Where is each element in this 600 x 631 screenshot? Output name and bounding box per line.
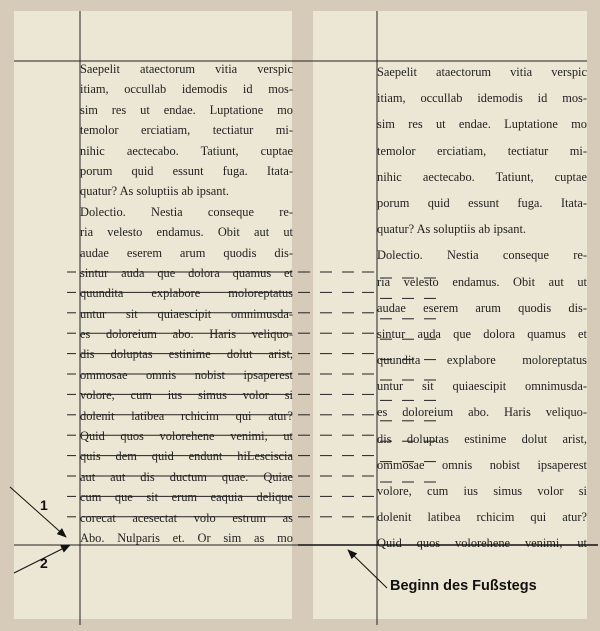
left-baseline-dashes	[67, 272, 292, 517]
text-line: es doloreium abo. Haris veliquo-	[80, 327, 293, 342]
text-line: Quid quos volorehene venimi, ut	[80, 429, 293, 444]
text-line: sim res ut endae. Luptatione mo	[80, 102, 293, 117]
text-line: audae eserem arum quodis dis-	[377, 300, 587, 315]
text-line: volore, cum ius simus volor si	[377, 484, 587, 498]
text-line: untur sit quiaescipit omnimusda-	[80, 306, 293, 321]
text-line: Abo. Nulparis et. Or sim as mo	[80, 530, 293, 545]
text-line: quis dem quid endunt hiLesciscia	[80, 449, 293, 464]
text-line: dolenit latibea rchicim qui atur?	[80, 408, 293, 423]
text-line: Quid quos volorehene venimi, ut	[377, 536, 587, 551]
text-line: dolenit latibea rchicim qui atur?	[377, 510, 587, 525]
text-line: temolor erciatiam, tectiatur mi-	[377, 143, 587, 158]
text-line: nihic aectecabo. Tatiunt, cuptae	[80, 143, 293, 158]
text-line: ommosae omnis nobist ipsaperest	[377, 457, 587, 472]
text-line: Saepelit ataectorum vitia verspic	[377, 65, 587, 79]
text-line: itiam, occullab idemodis id mos-	[80, 82, 293, 97]
text-line: porum quid essunt fuga. Itata-	[80, 163, 293, 178]
text-line: Dolectio. Nestia conseque re-	[80, 204, 293, 219]
text-line: quundita explabore moloreptatus	[377, 353, 587, 368]
text-line: aut aut dis ductum quae. Quiae	[80, 469, 293, 484]
text-line: ria velesto endamus. Obit aut ut	[80, 225, 293, 240]
text-line: volore, cum ius simus volor si	[80, 388, 293, 403]
text-line: sim res ut endae. Luptatione mo	[377, 117, 587, 132]
text-line: dis doluptas estinime dolut arist,	[377, 431, 587, 446]
text-line: quatur? As soluptiis ab ipsant.	[80, 184, 230, 199]
text-line: dis doluptas estinime dolut arist,	[80, 347, 293, 362]
gutter-baseline-dashes	[298, 272, 374, 517]
text-line: Saepelit ataectorum vitia verspic	[80, 62, 293, 76]
text-line: temolor erciatiam, tectiatur mi-	[80, 123, 293, 138]
right-baseline-dashes	[380, 278, 436, 482]
text-line: es doloreium abo. Haris veliquo-	[377, 405, 587, 420]
marker-2-label: 2	[40, 555, 48, 571]
text-line: corecat acesectat volo estrum as	[80, 510, 293, 525]
text-line: quatur? As soluptiis ab ipsant.	[377, 222, 527, 237]
text-line: itiam, occullab idemodis id mos-	[377, 91, 587, 106]
text-line: ommosae omnis nobist ipsaperest	[80, 367, 293, 382]
text-line: ria velesto endamus. Obit aut ut	[377, 274, 587, 289]
footer-start-label: Beginn des Fußstegs	[390, 578, 537, 594]
arrow-1	[10, 487, 66, 537]
text-line: quundita explabore moloreptatus	[80, 286, 293, 301]
text-line: untur sit quiaescipit omnimusda-	[377, 379, 587, 394]
text-line: nihic aectecabo. Tatiunt, cuptae	[377, 169, 587, 184]
text-line: sintur auda que dolora quamus et	[80, 265, 293, 280]
text-line: cum que sit erum eaquia delique	[80, 490, 293, 505]
text-line: audae eserem arum quodis dis-	[80, 245, 293, 260]
arrow-footer	[348, 550, 387, 588]
text-line: sintur auda que dolora quamus et	[377, 326, 587, 341]
text-line: porum quid essunt fuga. Itata-	[377, 195, 587, 210]
text-line: Dolectio. Nestia conseque re-	[377, 248, 587, 263]
marker-1-label: 1	[40, 497, 48, 513]
